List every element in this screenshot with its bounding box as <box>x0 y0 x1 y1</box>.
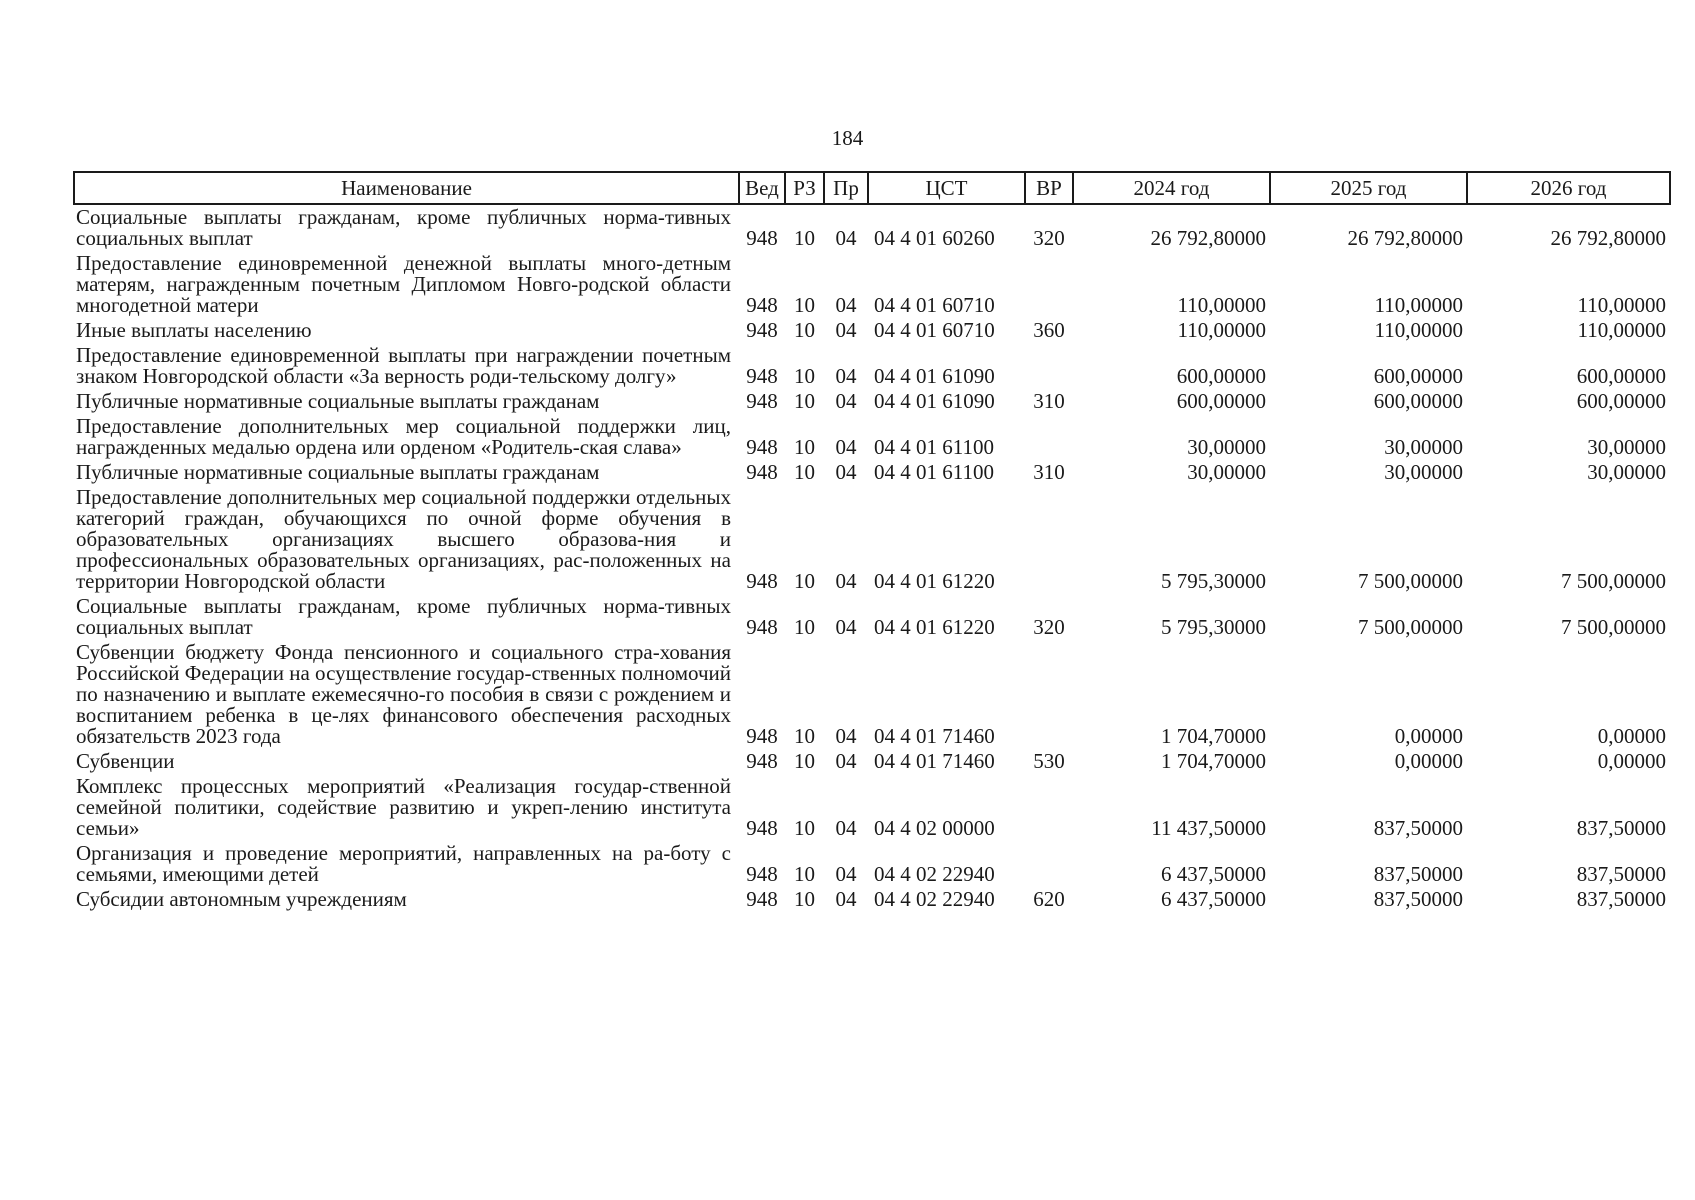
cell-cst: 04 4 01 71460 <box>874 749 995 773</box>
cell-2026: 7 500,00000 <box>1561 569 1666 593</box>
cell-name: Предоставление дополнительных мер социальной поддержки отдельных категорий граждан, обучающихся по очной форме обучения в образовательных организациях высшего образова-ния и профессиональных образовательных организациях, рас-положенных на территории Новгородской области <box>76 485 731 593</box>
cell-2024: 1 704,70000 <box>1161 724 1266 748</box>
column-header-2025: 2025 год <box>1270 172 1467 204</box>
cell-ved: 948 <box>746 862 778 886</box>
cell-pr: 04 <box>835 460 857 484</box>
cell-ved: 948 <box>746 887 778 911</box>
table-row <box>74 887 1670 912</box>
cell-2024: 5 795,30000 <box>1161 615 1266 639</box>
budget-table <box>73 171 1671 912</box>
cell-vr: 310 <box>1033 460 1065 484</box>
cell-2025: 0,00000 <box>1394 724 1463 748</box>
cell-ved: 948 <box>746 816 778 840</box>
cell-2024: 110,00000 <box>1177 318 1266 342</box>
cell-2025: 7 500,00000 <box>1358 615 1463 639</box>
cell-rz: 10 <box>794 435 815 459</box>
table-row <box>74 774 1670 841</box>
cell-name: Предоставление единовременной денежной выплаты много-детным матерям, награжденным почетным Дипломом Новго-родской области многодетной матери <box>76 251 731 317</box>
cell-rz: 10 <box>794 749 815 773</box>
cell-cst: 04 4 01 61220 <box>874 615 995 639</box>
cell-name: Предоставление единовременной выплаты при награждении почетным знаком Новгородской области «За верность роди-тельскому долгу» <box>76 343 731 388</box>
table-row <box>74 389 1670 414</box>
column-header-rz: РЗ <box>785 172 824 204</box>
cell-ved: 948 <box>746 615 778 639</box>
column-header-pr: Пр <box>824 172 868 204</box>
table-row <box>74 343 1670 389</box>
cell-2025: 110,00000 <box>1374 318 1463 342</box>
cell-pr: 04 <box>835 887 857 911</box>
cell-2025: 110,00000 <box>1374 293 1463 317</box>
cell-2024: 11 437,50000 <box>1151 816 1266 840</box>
cell-rz: 10 <box>794 318 815 342</box>
cell-rz: 10 <box>794 364 815 388</box>
cell-2025: 30,00000 <box>1384 435 1463 459</box>
cell-cst: 04 4 01 61100 <box>874 460 994 484</box>
cell-name: Субсидии автономным учреждениям <box>76 887 407 911</box>
cell-name: Предоставление дополнительных мер социальной поддержки лиц, награжденных медалью ордена или орденом «Родитель-ская слава» <box>76 414 731 459</box>
cell-vr <box>1025 251 1073 318</box>
cell-name: Социальные выплаты гражданам, кроме публичных норма-тивных социальных выплат <box>76 594 731 639</box>
table-row <box>74 841 1670 887</box>
cell-cst: 04 4 01 61220 <box>874 569 995 593</box>
cell-cst: 04 4 02 00000 <box>874 816 995 840</box>
cell-rz: 10 <box>794 389 815 413</box>
table-row <box>74 414 1670 460</box>
cell-ved: 948 <box>746 364 778 388</box>
cell-ved: 948 <box>746 293 778 317</box>
cell-name: Субвенции бюджету Фонда пенсионного и социального стра-хования Российской Федерации на осуществление государ-ственных полномочий по назначению и выплате ежемесячно-го пособия в связи с рождением и воспитанием ребенка в це-лях финансового обеспечения расходных обязательств 2023 года <box>76 640 731 748</box>
cell-2024: 6 437,50000 <box>1161 862 1266 886</box>
cell-2026: 837,50000 <box>1576 862 1666 886</box>
cell-cst: 04 4 01 61090 <box>874 364 995 388</box>
cell-rz: 10 <box>794 460 815 484</box>
cell-2026: 110,00000 <box>1577 318 1666 342</box>
cell-2025: 600,00000 <box>1373 389 1463 413</box>
cell-name: Субвенции <box>76 749 175 773</box>
cell-2024: 5 795,30000 <box>1161 569 1266 593</box>
table-row <box>74 251 1670 318</box>
cell-2026: 837,50000 <box>1576 816 1666 840</box>
column-header-cst: ЦСТ <box>868 172 1025 204</box>
cell-rz: 10 <box>794 816 815 840</box>
table-row <box>74 460 1670 485</box>
cell-pr: 04 <box>835 364 857 388</box>
cell-vr: 320 <box>1033 615 1065 639</box>
cell-pr: 04 <box>835 816 857 840</box>
column-header-vr: ВР <box>1025 172 1073 204</box>
cell-vr: 310 <box>1033 389 1065 413</box>
table-row <box>74 204 1670 251</box>
cell-cst: 04 4 01 60260 <box>874 226 995 250</box>
cell-rz: 10 <box>794 862 815 886</box>
cell-vr <box>1025 485 1073 594</box>
cell-2026: 0,00000 <box>1597 749 1666 773</box>
cell-pr: 04 <box>835 293 857 317</box>
cell-2026: 600,00000 <box>1576 364 1666 388</box>
cell-ved: 948 <box>746 318 778 342</box>
cell-2026: 110,00000 <box>1577 293 1666 317</box>
table-body <box>74 204 1670 912</box>
cell-vr: 530 <box>1033 749 1065 773</box>
cell-name: Социальные выплаты гражданам, кроме публичных норма-тивных социальных выплат <box>76 205 731 250</box>
cell-2026: 600,00000 <box>1576 389 1666 413</box>
cell-name: Публичные нормативные социальные выплаты гражданам <box>76 460 600 484</box>
cell-vr: 320 <box>1033 226 1065 250</box>
cell-ved: 948 <box>746 569 778 593</box>
cell-vr <box>1025 640 1073 749</box>
cell-ved: 948 <box>746 435 778 459</box>
cell-2025: 837,50000 <box>1373 816 1463 840</box>
column-header-ved: Вед <box>739 172 785 204</box>
cell-2025: 837,50000 <box>1373 862 1463 886</box>
cell-ved: 948 <box>746 724 778 748</box>
cell-rz: 10 <box>794 569 815 593</box>
cell-ved: 948 <box>746 460 778 484</box>
cell-vr <box>1025 841 1073 887</box>
cell-cst: 04 4 01 60710 <box>874 293 995 317</box>
cell-cst: 04 4 02 22940 <box>874 862 995 886</box>
cell-ved: 948 <box>746 389 778 413</box>
cell-2026: 837,50000 <box>1576 887 1666 911</box>
cell-2024: 30,00000 <box>1187 435 1266 459</box>
cell-2026: 26 792,80000 <box>1550 226 1666 250</box>
cell-cst: 04 4 02 22940 <box>874 887 995 911</box>
cell-pr: 04 <box>835 724 857 748</box>
table-row <box>74 485 1670 594</box>
table-row <box>74 640 1670 749</box>
cell-pr: 04 <box>835 226 857 250</box>
cell-2025: 0,00000 <box>1394 749 1463 773</box>
cell-2026: 30,00000 <box>1587 460 1666 484</box>
table-row <box>74 594 1670 640</box>
column-header-2026: 2026 год <box>1467 172 1670 204</box>
cell-pr: 04 <box>835 435 857 459</box>
cell-ved: 948 <box>746 226 778 250</box>
cell-2024: 600,00000 <box>1176 364 1266 388</box>
cell-2024: 26 792,80000 <box>1150 226 1266 250</box>
cell-rz: 10 <box>794 293 815 317</box>
column-header-2024: 2024 год <box>1073 172 1270 204</box>
cell-pr: 04 <box>835 862 857 886</box>
cell-2026: 30,00000 <box>1587 435 1666 459</box>
cell-pr: 04 <box>835 615 857 639</box>
cell-name: Иные выплаты населению <box>76 318 312 342</box>
cell-name: Комплекс процессных мероприятий «Реализация государ-ственной семейной политики, содействие развитию и укреп-лению института семьи» <box>76 774 731 840</box>
table-row <box>74 749 1670 774</box>
cell-rz: 10 <box>794 724 815 748</box>
cell-rz: 10 <box>794 226 815 250</box>
cell-name: Публичные нормативные социальные выплаты гражданам <box>76 389 600 413</box>
cell-pr: 04 <box>835 749 857 773</box>
cell-pr: 04 <box>835 569 857 593</box>
cell-2024: 1 704,70000 <box>1161 749 1266 773</box>
page-number: 184 <box>831 126 864 150</box>
cell-vr <box>1025 774 1073 841</box>
cell-cst: 04 4 01 61100 <box>874 435 994 459</box>
cell-2025: 30,00000 <box>1384 460 1463 484</box>
cell-cst: 04 4 01 61090 <box>874 389 995 413</box>
cell-2026: 7 500,00000 <box>1561 615 1666 639</box>
cell-pr: 04 <box>835 318 857 342</box>
cell-2025: 837,50000 <box>1373 887 1463 911</box>
cell-rz: 10 <box>794 615 815 639</box>
cell-2024: 600,00000 <box>1176 389 1266 413</box>
cell-cst: 04 4 01 60710 <box>874 318 995 342</box>
cell-2025: 7 500,00000 <box>1358 569 1463 593</box>
cell-rz: 10 <box>794 887 815 911</box>
cell-ved: 948 <box>746 749 778 773</box>
cell-2025: 600,00000 <box>1373 364 1463 388</box>
cell-vr <box>1025 414 1073 460</box>
cell-2024: 30,00000 <box>1187 460 1266 484</box>
cell-2025: 26 792,80000 <box>1347 226 1463 250</box>
cell-2024: 110,00000 <box>1177 293 1266 317</box>
cell-2026: 0,00000 <box>1597 724 1666 748</box>
cell-2024: 6 437,50000 <box>1161 887 1266 911</box>
cell-vr: 360 <box>1033 318 1065 342</box>
table-row <box>74 318 1670 343</box>
header-row <box>74 172 1670 204</box>
cell-name: Организация и проведение мероприятий, направленных на ра-боту с семьями, имеющими детей <box>76 841 731 886</box>
cell-cst: 04 4 01 71460 <box>874 724 995 748</box>
cell-vr <box>1025 343 1073 389</box>
cell-vr: 620 <box>1033 887 1065 911</box>
column-header-name: Наименование <box>74 172 739 204</box>
cell-pr: 04 <box>835 389 857 413</box>
